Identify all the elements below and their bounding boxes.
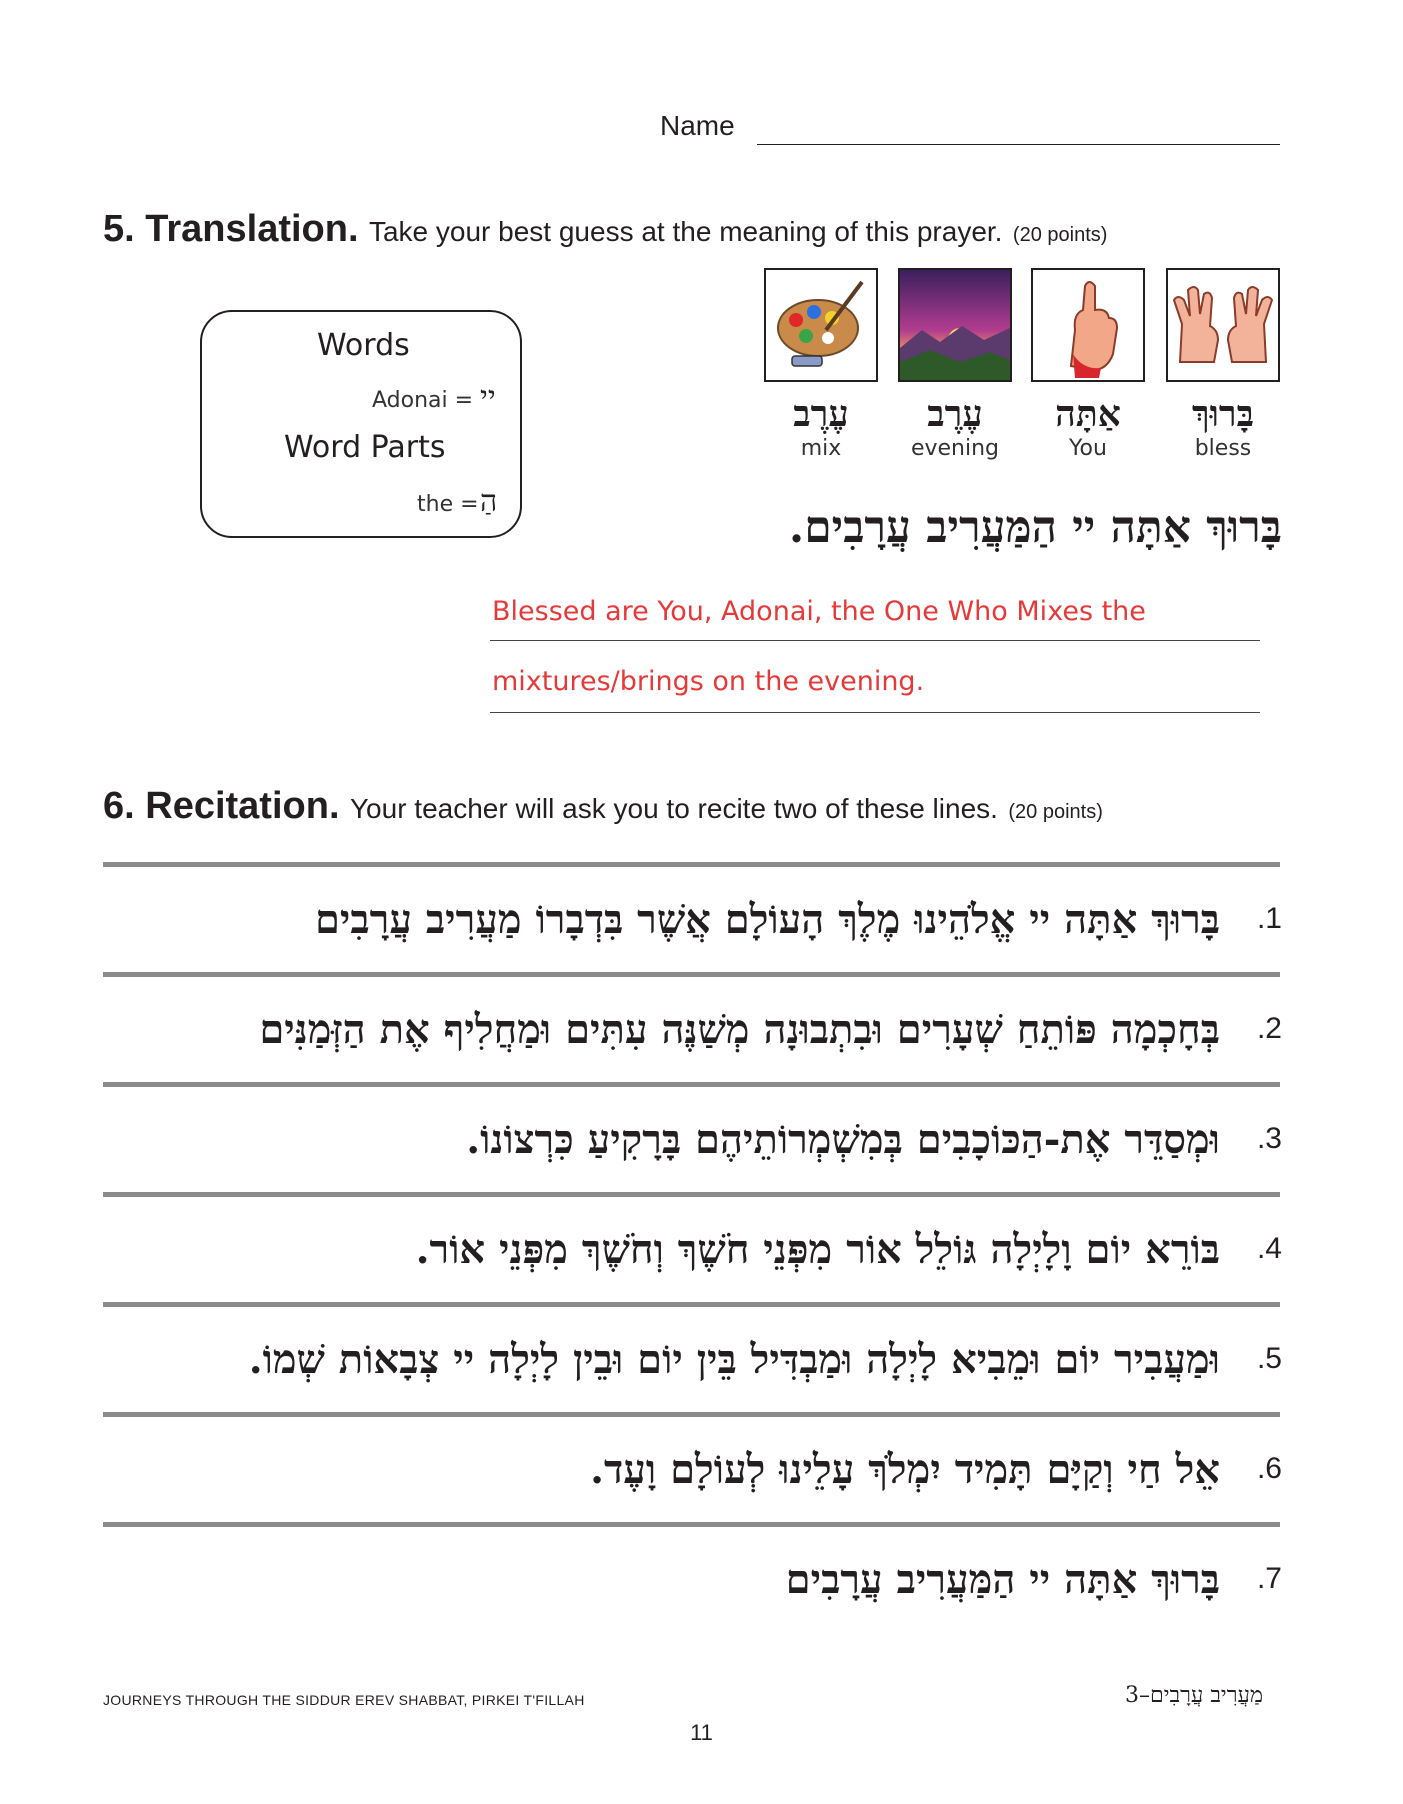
- section-6-title: 6. Recitation.: [103, 785, 340, 827]
- paint-palette-icon: [764, 268, 878, 382]
- recitation-hebrew: אֵל חַי וְקַיָּם תָּמִיד יִמְלֹךְ עָלֵינוּ לְעוֹלָם וָעֶד.: [590, 1445, 1220, 1493]
- recitation-number: .7: [1256, 1562, 1282, 1595]
- name-field[interactable]: [660, 104, 1280, 148]
- pointing-hand-icon: [1031, 268, 1145, 382]
- name-label: Name: [660, 110, 735, 141]
- recitation-line-5: [249, 1324, 1282, 1394]
- vocab-hebrew: עֶרֶב: [927, 393, 983, 435]
- vocab-english: mix: [800, 436, 842, 461]
- section-5-points: (20 points): [1012, 224, 1108, 246]
- section-5-instruction: Take your best guess at the meaning of this prayer.: [368, 216, 1003, 247]
- recitation-line-2: [259, 994, 1282, 1064]
- recitation-hebrew: בּוֹרֵא יוֹם וָלָיְלָה גּוֹלֵל אוֹר מִפְּנֵי חֹשֶׁךְ וְחֹשֶׁךְ מִפְּנֵי אוֹר.: [415, 1225, 1220, 1273]
- section-6-heading: [103, 785, 1103, 828]
- section-6-instruction: Your teacher will ask you to recite two of these lines.: [349, 793, 998, 824]
- answer-line-1[interactable]: [490, 640, 1260, 641]
- vocab-item-evening: [898, 268, 1012, 461]
- raised-hands-icon: [1166, 268, 1280, 382]
- section-5-heading: [103, 208, 1107, 251]
- recitation-number: .1: [1256, 902, 1282, 935]
- vocab-item-you: [1031, 268, 1145, 461]
- vocab-english: bless: [1194, 436, 1252, 461]
- recitation-hebrew: בָּרוּךְ אַתָּה יי הַמַּעֲרִיב עֲרָבִים: [785, 1555, 1220, 1603]
- recitation-hebrew: בָּרוּךְ אַתָּה יי אֱלֹהֵינוּ מֶלֶךְ הָעוֹלָם אֲשֶׁר בִּדְבָרוֹ מַעֲרִיב עֲרָבִים: [314, 895, 1220, 943]
- word-box-word-parts-heading: Word Parts: [284, 430, 446, 465]
- recitation-hebrew: בְּחָכְמָה פּוֹתֵחַ שְׁעָרִים וּבִתְבוּנָה מְשַׁנֶּה עִתִּים וּמַחֲלִיף אֶת הַזְּמַנִּים: [259, 1005, 1220, 1053]
- recitation-line-1: [315, 884, 1282, 954]
- answer-text-line-1: Blessed are You, Adonai, the One Who Mixes the: [492, 596, 1146, 627]
- word-box-the-hebrew: הַ: [480, 484, 498, 519]
- recitation-line-4: [416, 1214, 1282, 1284]
- vocab-english: evening: [910, 436, 1000, 461]
- name-underline[interactable]: [757, 144, 1280, 145]
- word-box-adonai-hebrew: יי: [480, 380, 496, 415]
- recitation-number: .6: [1256, 1452, 1282, 1485]
- section-5-title: 5. Translation.: [103, 208, 359, 250]
- divider: [103, 1522, 1280, 1527]
- sunset-icon: [898, 268, 1012, 382]
- vocab-item-bless: [1166, 268, 1280, 461]
- answer-text-line-2: mixtures/brings on the evening.: [492, 666, 925, 697]
- recitation-line-3: [466, 1104, 1282, 1174]
- recitation-number: .2: [1256, 1012, 1282, 1045]
- divider: [103, 1082, 1280, 1087]
- recitation-number: .4: [1256, 1232, 1282, 1265]
- page-number: 11: [690, 1720, 713, 1745]
- word-box-the-label: the =: [417, 492, 479, 517]
- divider: [103, 972, 1280, 977]
- divider: [103, 1302, 1280, 1307]
- prayer-hebrew: בָּרוּךְ אַתָּה יי הַמַּעֲרִיב עֲרָבִים.: [788, 502, 1282, 553]
- vocab-english: You: [1069, 436, 1107, 461]
- divider: [103, 862, 1280, 867]
- footer-book-title: JOURNEYS THROUGH THE SIDDUR EREV SHABBAT, PIRKEI T'FILLAH: [103, 1692, 585, 1708]
- vocab-hebrew: אַתָּה: [1055, 393, 1121, 435]
- divider: [103, 1412, 1280, 1417]
- answer-line-2[interactable]: [490, 712, 1260, 713]
- recitation-number: .3: [1256, 1122, 1282, 1155]
- section-6-points: (20 points): [1008, 801, 1103, 823]
- recitation-hebrew: וּמַעֲבִיר יוֹם וּמֵבִיא לָיְלָה וּמַבְדִּיל בֵּין יוֹם וּבֵין לָיְלָה יי צְבָאוֹת שְׁמוֹ.: [248, 1335, 1220, 1383]
- recitation-line-7: [786, 1544, 1282, 1614]
- recitation-hebrew: וּמְסַדֵּר אֶת-הַכּוֹכָבִים בְּמִשְׁמְרוֹתֵיהֶם בָּרָקִיעַ כִּרְצוֹנוֹ.: [466, 1115, 1220, 1163]
- divider: [103, 1192, 1280, 1197]
- recitation-line-6: [590, 1434, 1282, 1504]
- footer-chapter: מַעֲרִיב עֲרָבִים–3: [1124, 1683, 1263, 1708]
- recitation-number: .5: [1256, 1342, 1282, 1375]
- vocab-item-mix: [764, 268, 878, 461]
- vocab-hebrew: בָּרוּךְ: [1192, 393, 1254, 435]
- word-box: [200, 310, 522, 538]
- word-box-words-heading: Words: [317, 328, 410, 363]
- word-box-adonai-label: Adonai =: [372, 388, 474, 413]
- vocab-hebrew: עֶרֶב: [793, 393, 849, 435]
